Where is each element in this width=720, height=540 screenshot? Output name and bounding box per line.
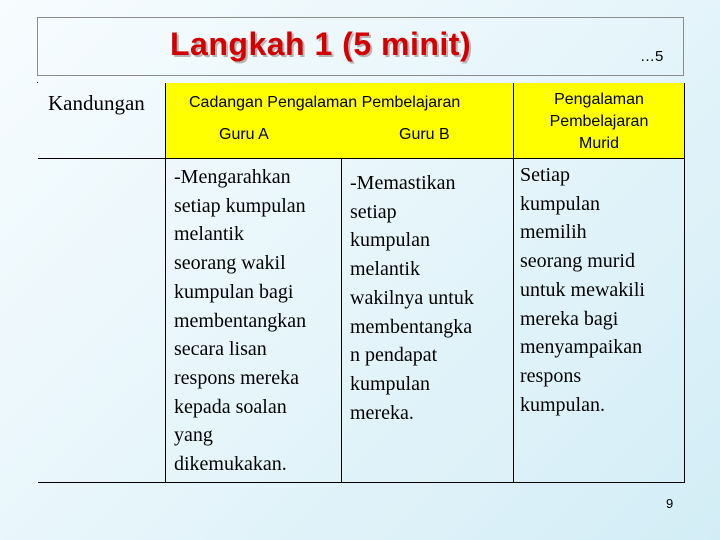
murid-line: respons [520,364,582,387]
murid-line: mereka bagi [520,307,619,330]
murid-header-line: Murid [578,135,619,152]
murid-header-cell [514,83,685,159]
guru-b-body-cell [342,159,514,483]
guru-a-line: membentangkan [174,309,307,332]
slide-title: Langkah 1 (5 minit) [170,26,472,62]
guru-a-line: respons mereka [174,366,299,389]
murid-line: menyampaikan [520,336,643,359]
murid-body-cell [514,159,685,483]
murid-header [514,89,684,155]
cadangan-header-cell [166,83,514,159]
lesson-table [37,82,649,476]
guru-a-line: melantik [174,223,244,246]
kandungan-label: Kandungan [48,91,145,115]
guru-b-line: membentangka [350,315,473,338]
guru-a-line: seorang wakil [174,252,286,275]
guru-a-line: -Mengarahkan [174,166,291,188]
guru-a-line: kepada soalan [174,395,287,418]
guru-a-text [174,163,306,479]
guru-a-header: Guru A [219,126,269,143]
guru-a-line: secara lisan [174,338,267,361]
cadangan-label: Cadangan Pengalaman Pembelajaran [189,94,461,111]
kandungan-header-cell [38,83,166,159]
murid-line: kumpulan. [520,393,605,416]
slide-number: 9 [666,496,674,511]
guru-a-line: setiap kumpulan [174,194,306,217]
guru-a-line: dikemukakan. [174,453,287,476]
guru-b-header: Guru B [399,126,450,143]
guru-b-line: n pendapat [350,344,438,367]
guru-b-line: setiap [350,200,397,223]
murid-text [520,161,645,419]
murid-line: kumpulan [520,192,600,215]
guru-b-line: wakilnya untuk [350,286,474,309]
murid-line: seorang murid [520,250,635,273]
kandungan-body-cell [38,159,166,483]
guru-a-line: kumpulan bagi [174,280,294,303]
murid-header-line: Pembelajaran [549,113,649,130]
guru-b-text [350,169,474,427]
murid-line: untuk mewakili [520,278,645,301]
guru-a-body-cell [166,159,342,483]
guru-a-line: yang [174,424,213,447]
murid-header-line: Pengalaman [554,91,644,108]
page-reference: …5 [640,48,664,65]
guru-b-line: kumpulan [350,372,430,395]
murid-line: Setiap [520,164,570,186]
guru-b-line: kumpulan [350,229,430,252]
guru-b-line: melantik [350,258,420,281]
guru-b-line: -Memastikan [350,172,456,194]
murid-line: memilih [520,221,587,244]
guru-b-line: mereka. [350,401,414,424]
